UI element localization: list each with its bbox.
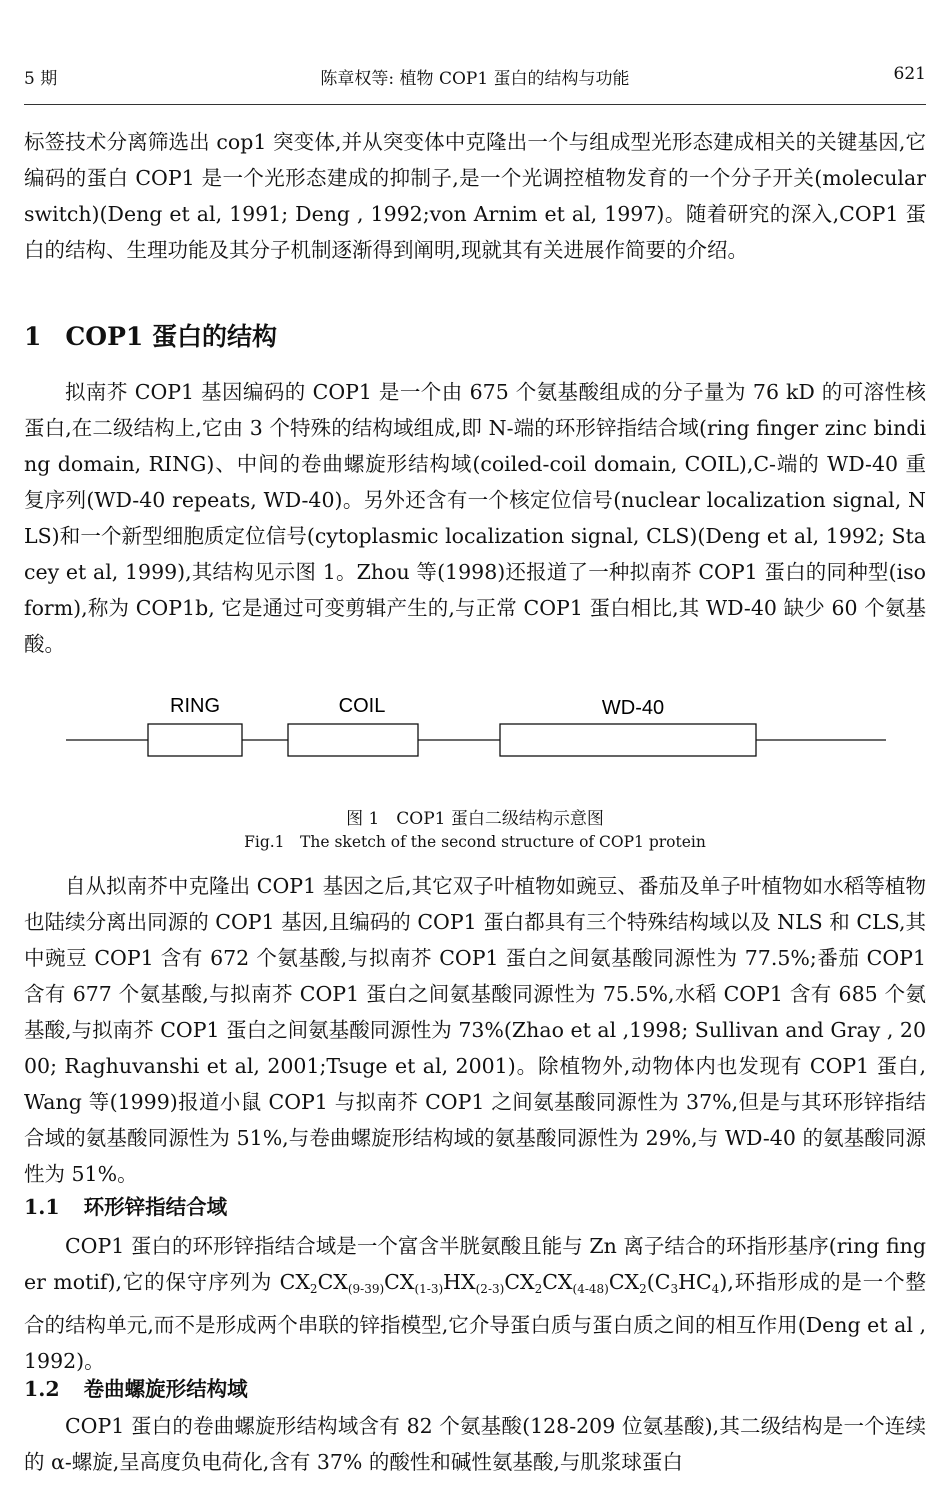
domain-diagram-svg [24,680,926,780]
running-header [24,64,926,96]
section-title: 环形锌指结合域 [83,1195,228,1219]
wd40-domain-box [500,724,756,756]
structure-paragraph: 拟南芥 COP1 基因编码的 COP1 是一个由 675 个氨基酸组成的分子量为 76 kD 的可溶性核蛋白,在二级结构上,它由 3 个特殊的结构域组成,即 N-端的环形锌指结合域(ring finger zinc binding domain, RING)、中间的卷曲螺旋形结构域(coiled-coil domain, COIL),C-端的 WD-40 重复序列(WD-40 repeats, WD-40)。另外还含有一个核定位信号(nuclear localization signal, NLS)和一个新型细胞质定位信号(cytoplasmic localization signal, CLS)(Deng et al, 1992; Stacey et al, 1999),其结构见示图 1。Zhou 等(1998)还报道了一种拟南芥 COP1 蛋白的同种型(isoform),称为 COP1b, 它是通过可变剪辑产生的,与正常 COP1 蛋白相比,其 WD-40 缺少 60 个氨基酸。 [24,380,926,656]
section-number: 1.2 [24,1377,60,1401]
section-1-2-heading [24,1372,248,1406]
coil-label: COIL [338,695,386,717]
intro-paragraph: 标签技术分离筛选出 cop1 突变体,并从突变体中克隆出一个与组成型光形态建成相关的关键基因,它编码的蛋白 COP1 是一个光形态建成的抑制子,是一个光调控植物发育的一个分子开关(molecular switch)(Deng et al, 1991; Deng , 1992;von Arnim et al, 1997)。随着研究的深入,COP1 蛋白的结构、生理功能及其分子机制逐渐得到阐明,现就其有关进展作简要的介绍。 [24,130,926,262]
section-title: 卷曲螺旋形结构域 [83,1377,248,1401]
wd40-label: WD-40 [601,697,665,719]
figure-caption-en: Fig.1 The sketch of the second structure of COP1 protein [244,833,706,851]
figure-1-domain-diagram [24,680,926,780]
section-number: 1.1 [24,1195,60,1219]
ring-label: RING [170,695,220,717]
ring-paragraph-text-b: ,环指形成的是一个整合的结构单元,而不是形成两个串联的锌指模型,它介导蛋白质与蛋白质之间的相互作用(Deng et al , 1992)。 [24,1270,926,1373]
homology-paragraph: 自从拟南芥中克隆出 COP1 基因之后,其它双子叶植物如豌豆、番茄及单子叶植物如水稻等植物也陆续分离出同源的 COP1 基因,且编码的 COP1 蛋白都具有三个特殊结构域以及 NLS 和 CLS,其中豌豆 COP1 含有 672 个氨基酸,与拟南芥 COP1 蛋白之间氨基酸同源性为 77.5%;番茄 COP1 含有 677 个氨基酸,与拟南芥 COP1 蛋白之间氨基酸同源性为 75.5%,水稻 COP1 含有 685 个氨基酸,与拟南芥 COP1 蛋白之间氨基酸同源性为 73%(Zhao et al ,1998; Sullivan and Gray , 2000; Raghuvanshi et al, 2001;Tsuge et al, 2001)。除植物外,动物体内也发现有 COP1 蛋白, Wang 等(1999)报道小鼠 COP1 与拟南芥 COP1 之间氨基酸同源性为 37%,但是与其环形锌指结合域的氨基酸同源性为 51%,与卷曲螺旋形结构域的氨基酸同源性为 29%,与 WD-40 的氨基酸同源性为 51%。 [24,874,926,1186]
figure-caption-cn: 图 1 COP1 蛋白二级结构示意图 [346,809,604,829]
ring-finger-paragraph [24,1228,926,1379]
section-title: COP1 蛋白的结构 [65,322,277,351]
page-number: 621 [893,64,926,84]
issue-number: 5 期 [24,69,58,89]
section-1-heading [24,320,277,354]
header-rule [24,104,926,105]
coil-domain-box [288,724,418,756]
coil-paragraph: COP1 蛋白的卷曲螺旋形结构域含有 82 个氨基酸(128-209 位氨基酸),其二级结构是一个连续的 α-螺旋,呈高度负电荷化,含有 37% 的酸性和碱性氨基酸,与肌浆球蛋白 [24,1414,926,1474]
section-1-1-heading [24,1190,227,1224]
running-title: 陈章权等: 植物 COP1 蛋白的结构与功能 [320,69,630,89]
conserved-sequence: $CX_2CX_{(9-39)}CX_{(1-3)}HX_{(2-3)}CX_2CX_{(4-48)}CX_2(C_3HC_4)$ [279,1270,728,1296]
section-number: 1 [24,322,42,351]
ring-paragraph-text-a: COP1 蛋白的环形锌指结合域是一个富含半胱氨酸且能与 Zn 离子结合的环指形基序(ring finger motif),它的保守序列为 [24,1234,926,1294]
ring-domain-box [148,724,242,756]
